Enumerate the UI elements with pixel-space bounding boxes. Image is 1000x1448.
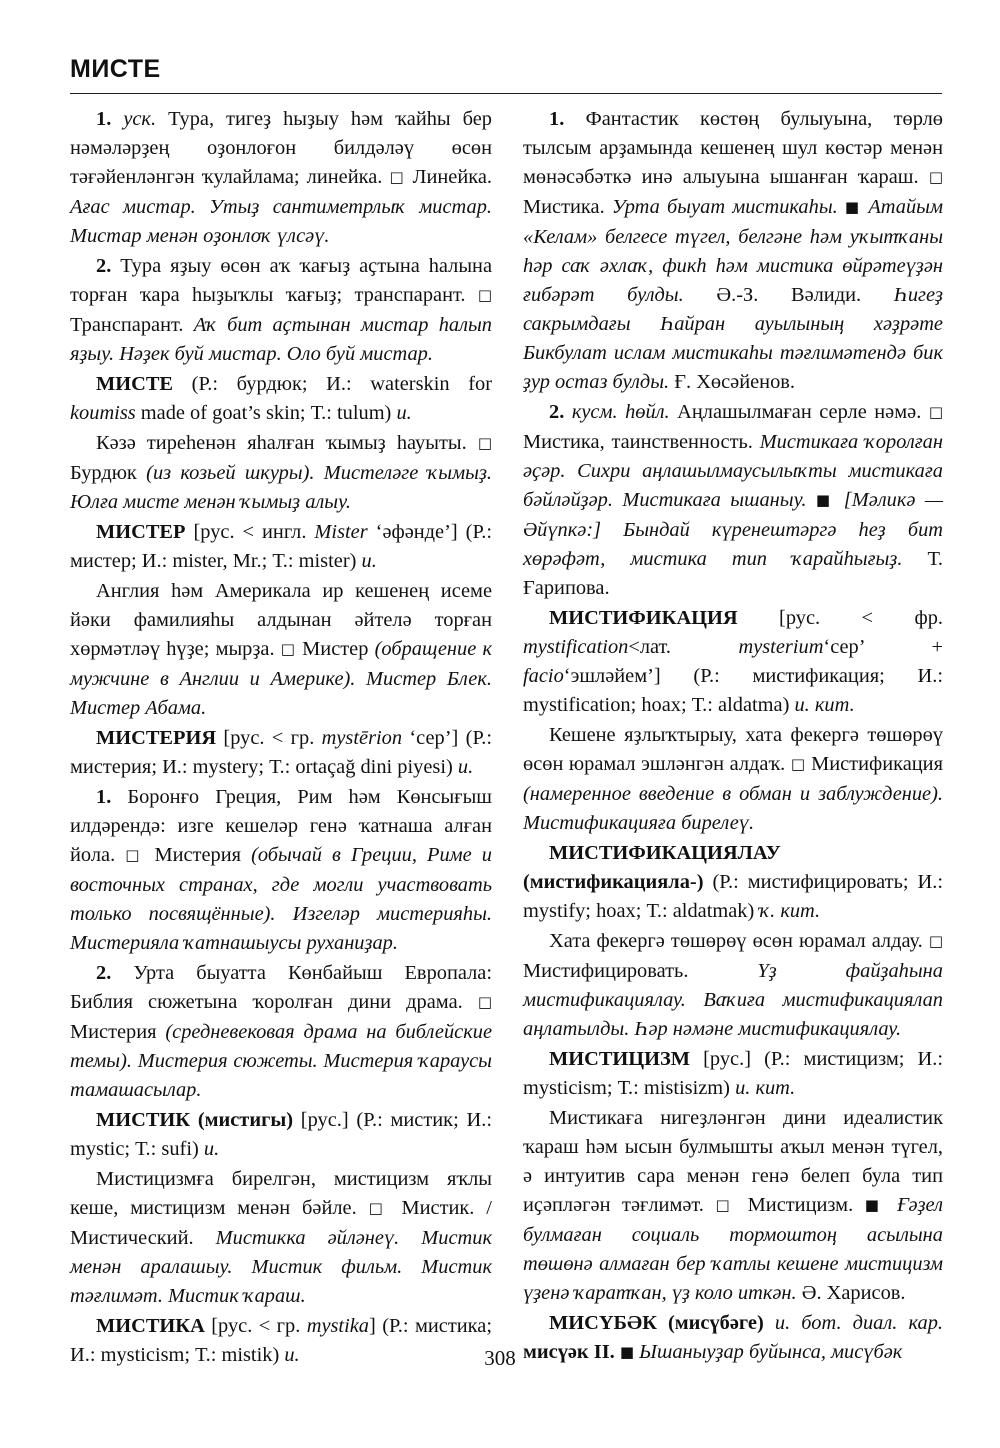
dictionary-paragraph: 2. Урта быуатта Көнбайыш Европала: Библия сюжетына ҡоролған дини драма. □ Мистерия (средневековая драма на библейские темы). Мистерия сюжеты. Мистерия ҡараусы тамашасылар. <box>70 962 493 1101</box>
dictionary-paragraph: МИСҮБӘК (мисүбәге) и. бот. диал. кар. мисүәк II. ■ Ышаныуҙар буйынса, мисүбәк <box>523 1312 943 1363</box>
dictionary-paragraph: МИСТИФИКАЦИЯ [рус. < фр. mystification<лат. mysterium‘сер’ + facio‘эшләйем’] (Р.: мистификация; И.: mystification; hoax; Т.: aldatma) и. кит. <box>523 607 943 716</box>
dictionary-paragraph: Кәзә тиреһенән яһалған ҡымыҙ һауыты. □ Бурдюк (из козьей шкуры). Мистеләге ҡымыҙ. Юлға мисте менән ҡымыҙ алыу. <box>70 432 492 513</box>
dictionary-paragraph: Хата фекергә төшөрөү өсөн юрамал алдау. □ Мистифицировать. Үҙ файҙаһына мистификациялау. Ваҡиға мистификациялап аңлатылды. Һәр нәмәне мистификациялау. <box>523 930 943 1040</box>
left-column <box>70 105 492 1371</box>
page-header-title: МИСТЕ <box>70 55 161 83</box>
dictionary-paragraph: МИСТИК (мистигы) [рус.] (Р.: мистик; И.: mystic; Т.: sufi) и. <box>70 1109 492 1160</box>
right-column <box>523 105 943 1369</box>
dictionary-paragraph: Кешене яҙлыҡтырыу, хата фекергә төшөрөү өсөн юрамал эшләнгән алдаҡ. □ Мистификация (намеренное введение в обман и заблуждение). Мистификацияға бирелеү. <box>523 724 943 834</box>
dictionary-paragraph: Англия һәм Америкала ир кешенең исеме йәки фамилияһы алдынан әйтелә торған хөрмәтләү һүҙе; мырҙа. □ Мистер (обращение к мужчине в Англии и Америке). Мистер Блек. Мистер Абама. <box>70 580 492 719</box>
page-number: 308 <box>484 1346 516 1370</box>
dictionary-paragraph: МИСТИЦИЗМ [рус.] (Р.: мистицизм; И.: mysticism; Т.: mistisizm) и. кит. <box>523 1048 943 1099</box>
dictionary-paragraph: 1. Боронғо Греция, Рим һәм Көнсығыш илдәрендә: изге кешеләр генә ҡатнаша алған йола. □ Мистерия (обычай в Греции, Риме и восточных странах, где могли участвовать только посвящённые). Изгеләр мистерияһы. Мистерияла ҡатнашыусы руханиҙар. <box>70 786 492 954</box>
dictionary-paragraph: 1. Фантастик көстөң булыуына, төрлө тылсым арҙамында кешенең шул көстәр менән мөнәсәбәткә инә алыуына ышанған ҡараш. □ Мистика. Урта быуат мистикаһы. ■ Атайым «Келам» белгесе түгел, белгәне һәм уҡытҡаны һәр саҡ әхлаҡ, фикһ һәм мистика өйрәтеүҙән ғибәрәт булды. Ә.-З. Вәлиди. Һигеҙ сакрымдағы Һайран ауылының хәҙрәте Бикбулат ислам мистикаһы тәғлимәтендә бик ҙур остаз булды. Ғ. Хөсәйенов. <box>523 108 943 393</box>
dictionary-paragraph: МИСТЕ (Р.: бурдюк; И.: waterskin for koumiss made of goat’s skin; Т.: tulum) и. <box>70 373 492 424</box>
dictionary-paragraph: 1. уск. Тура, тигеҙ һыҙыу һәм ҡайһы бер нәмәләрҙең оҙонлоғон билдәләү өсөн тәғәйенләнгән ҡулайлама; линейка. □ Линейка. Ағас мистар. Утыҙ сантиметрлыҡ мистар. Мистар менән оҙонлоҡ үлсәү. <box>70 108 492 247</box>
dictionary-paragraph: МИСТИФИКАЦИЯЛАУ (мистификацияла-) (Р.: мистифицировать; И.: mystify; hoax; Т.: aldatmak) ҡ. кит. <box>523 842 943 922</box>
dictionary-paragraph: МИСТЕРИЯ [рус. < гр. mystērion ‘сер’] (Р.: мистерия; И.: mystery; Т.: ortaçağ dini piyesi) и. <box>70 727 492 778</box>
dictionary-paragraph: МИСТИКА [рус. < гр. mystika] (Р.: мистика; И.: mysticism; Т.: mistik) и. <box>70 1315 492 1366</box>
header-rule <box>70 93 942 94</box>
dictionary-paragraph: Мистицизмға бирелгән, мистицизм яҡлы кеше, мистицизм менән бәйле. □ Мистик. / Мистический. Мистикка әйләнеү. Мистик менән аралашыу. Мистик фильм. Мистик тәғлимәт. Мистик ҡараш. <box>70 1168 492 1307</box>
dictionary-paragraph: МИСТЕР [рус. < ингл. Mister ‘әфәнде’] (Р.: мистер; И.: mister, Mr.; Т.: mister) и. <box>70 521 493 572</box>
dictionary-paragraph: 2. Тура яҙыу өсөн аҡ ҡағыҙ аҫтына һалына торған ҡара һыҙыҡлы ҡағыҙ; транспарант. □ Транспарант. Аҡ бит аҫтынан мистар һалып яҙыу. Нәҙек буй мистар. Оло буй мистар. <box>70 255 492 365</box>
dictionary-paragraph: 2. кусм. һөйл. Аңлашылмаған серле нәмә. □ Мистика, таинственность. Мистикаға ҡоролған әҫәр. Сихри аңлашылмаусылыҡты мистикаға бәйләйҙәр. Мистикаға ышаныу. ■ [Мәликә — Әйүпкә:] Бындай күренештәргә һеҙ бит хөрәфәт, мистика тип ҡарайһығыҙ. Т. Ғарипова. <box>523 401 943 599</box>
dictionary-paragraph: Мистикаға нигеҙләнгән дини идеалистик ҡараш һәм ысын булмышты аҡыл менән түгел, ә интуитив сара менән генә белеп була тип иҫәпләгән тәғлимәт. □ Мистицизм. ■ Ғәҙел булмаған социаль тормоштоң асылына төшөнә алмаған бер ҡатлы кешене мистицизм үҙенә ҡаратҡан, үҙ коло иткән. Ә. Харисов. <box>523 1107 943 1304</box>
